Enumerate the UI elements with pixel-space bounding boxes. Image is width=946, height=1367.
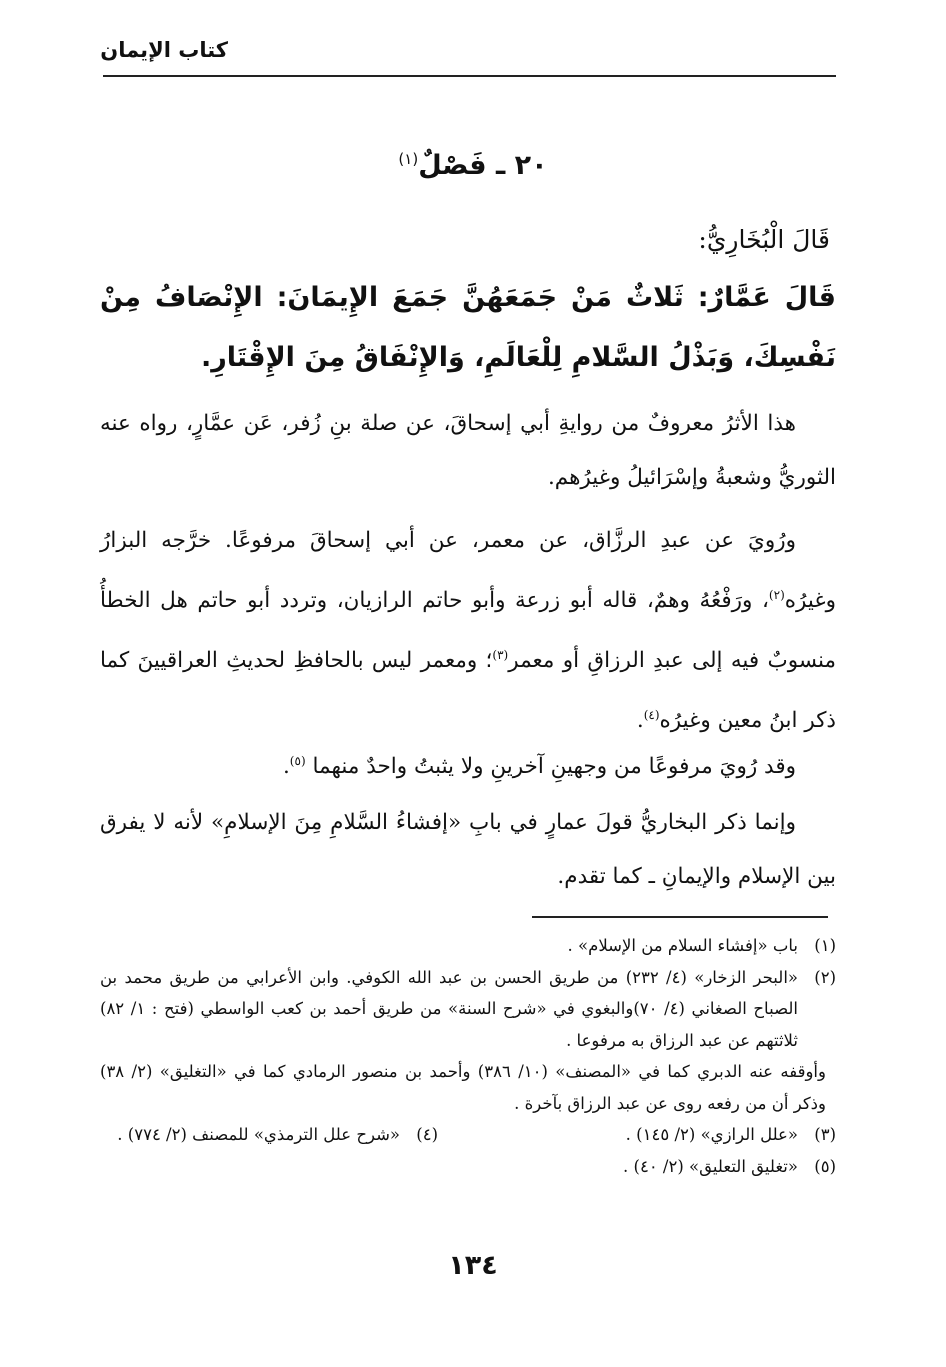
paragraph-3-part-a: وقد رُويَ مرفوعًا من وجهينِ آخرينِ ولا يثبتُ واحدٌ منهما — [312, 754, 796, 780]
footnote-5 — [100, 1151, 836, 1183]
footnote-4-number: (٤) — [416, 1125, 438, 1144]
footnote-ref-3[interactable]: (٣) — [492, 648, 509, 663]
footnote-3 — [438, 1119, 836, 1151]
page-number: ١٣٤ — [448, 1250, 498, 1281]
footnote-2-text: «البحر الزخار» (٤/ ٢٣٢) من طريق الحسن بن عبد الله الكوفي. وابن الأعرابي من طريق محمد بن الصباح الصغاني (٤/ ٧٠)والبغوي في «شرح السنة» من طريق أحمد بن كعب الواسطي (فتح : ١/ ٨٢) ثلاثتهم عن عبد الرزاق به مرفوعا . — [100, 967, 798, 1050]
footnote-4 — [117, 1119, 438, 1151]
footnotes — [100, 930, 836, 1182]
paragraph-3-text — [100, 734, 836, 794]
footnote-2 — [100, 962, 836, 1057]
footnote-1-number: (١) — [814, 936, 836, 955]
footnote-5-number: (٥) — [814, 1156, 836, 1176]
paragraph-4 — [100, 796, 836, 904]
paragraph-2-part-a: ورُويَ عن عبدِ الرزَّاق، عن معمر، عن أبي إسحاقَ مرفوعًا. خرَّجه البزارُ وغيرُه — [100, 528, 836, 614]
paragraph-2-part-b: ، ورَفْعُهُ وهمٌ، قاله أبو زرعة وأبو حاتم الرازيان، وتردد أبو حاتم هل الخطأُ منسوبٌ فيه إلى عبدِ الرزاقِ أو معمر — [100, 588, 837, 674]
footnote-ref-5[interactable]: (٥) — [289, 754, 306, 768]
paragraph-2-text — [100, 514, 836, 748]
footnote-4-text: «شرح علل الترمذي» للمصنف (٢/ ٧٧٤) . — [117, 1125, 400, 1144]
section-title-text: ٢٠ ـ فَصْلٌ — [418, 150, 548, 181]
paragraph-1-text: هذا الأثرُ معروفٌ من روايةِ أبي إسحاقَ، عن صلة بنِ زُفر، عَن عمَّارٍ، رواه عنه الثوريُّ وشعبةُ وإسْرَائيلُ وغيرُهم. — [100, 411, 836, 490]
running-head: كتاب الإيمان — [100, 38, 228, 62]
paragraph-3 — [100, 734, 836, 794]
paragraph-2-part-c: ؛ ومعمر ليس بالحافظِ لحديثِ العراقيينَ كما ذكر ابنُ معين وغيرُه — [100, 648, 836, 734]
paragraph-2-part-d: . — [636, 708, 644, 734]
paragraph-3-part-b: . — [282, 754, 290, 780]
footnote-3-text: «علل الرازي» (٢/ ١٤٥) . — [625, 1125, 798, 1144]
footnote-ref-2[interactable]: (٢) — [768, 588, 785, 602]
paragraph-2 — [100, 514, 836, 748]
footnote-separator — [532, 916, 828, 918]
footnote-1-text: باب «إفشاء السلام من الإسلام» . — [567, 936, 798, 955]
intro-line: قَالَ الْبُخَارِيُّ: — [698, 225, 830, 254]
footnote-row-3-4 — [100, 1119, 836, 1151]
section-title — [0, 150, 946, 181]
paragraph-1 — [100, 397, 836, 505]
section-note-ref[interactable]: (١) — [398, 150, 419, 168]
footnote-2-number: (٢) — [814, 967, 836, 987]
footnote-1 — [100, 930, 836, 962]
header-rule — [103, 75, 836, 77]
footnote-2-continuation — [100, 1056, 836, 1119]
quoted-hadith: قَالَ عَمَّارٌ: ثَلاثٌ مَنْ جَمَعَهُنَّ جَمَعَ الإِيمَانَ: الإِنْصَافُ مِنْ نَفْسِكَ، وَبَذْلُ السَّلامِ لِلْعَالَمِ، وَالإِنْفَاقُ مِنَ الإِقْتَارِ. — [100, 282, 836, 373]
footnote-3-number: (٣) — [814, 1125, 836, 1144]
footnote-2-continuation-text: وأوقفه عنه الدبري كما في «المصنف» (١٠/ ٣٨٦) وأحمد بن منصور الرمادي كما في «التغليق» (٢/ ٣٨) وذكر أن من رفعه روى عن عبد الرزاق بآخرة . — [100, 1062, 826, 1113]
footnote-ref-4[interactable]: (٤) — [643, 708, 660, 723]
paragraph-4-text: وإنما ذكر البخاريُّ قولَ عمارٍ في بابِ «إفشاءُ السَّلامِ مِنَ الإسلامِ» لأنه لا يفرق بين الإسلام والإيمانِ ـ كما تقدم. — [100, 810, 836, 889]
footnote-5-text: «تغليق التعليق» (٢/ ٤٠) . — [623, 1156, 798, 1176]
